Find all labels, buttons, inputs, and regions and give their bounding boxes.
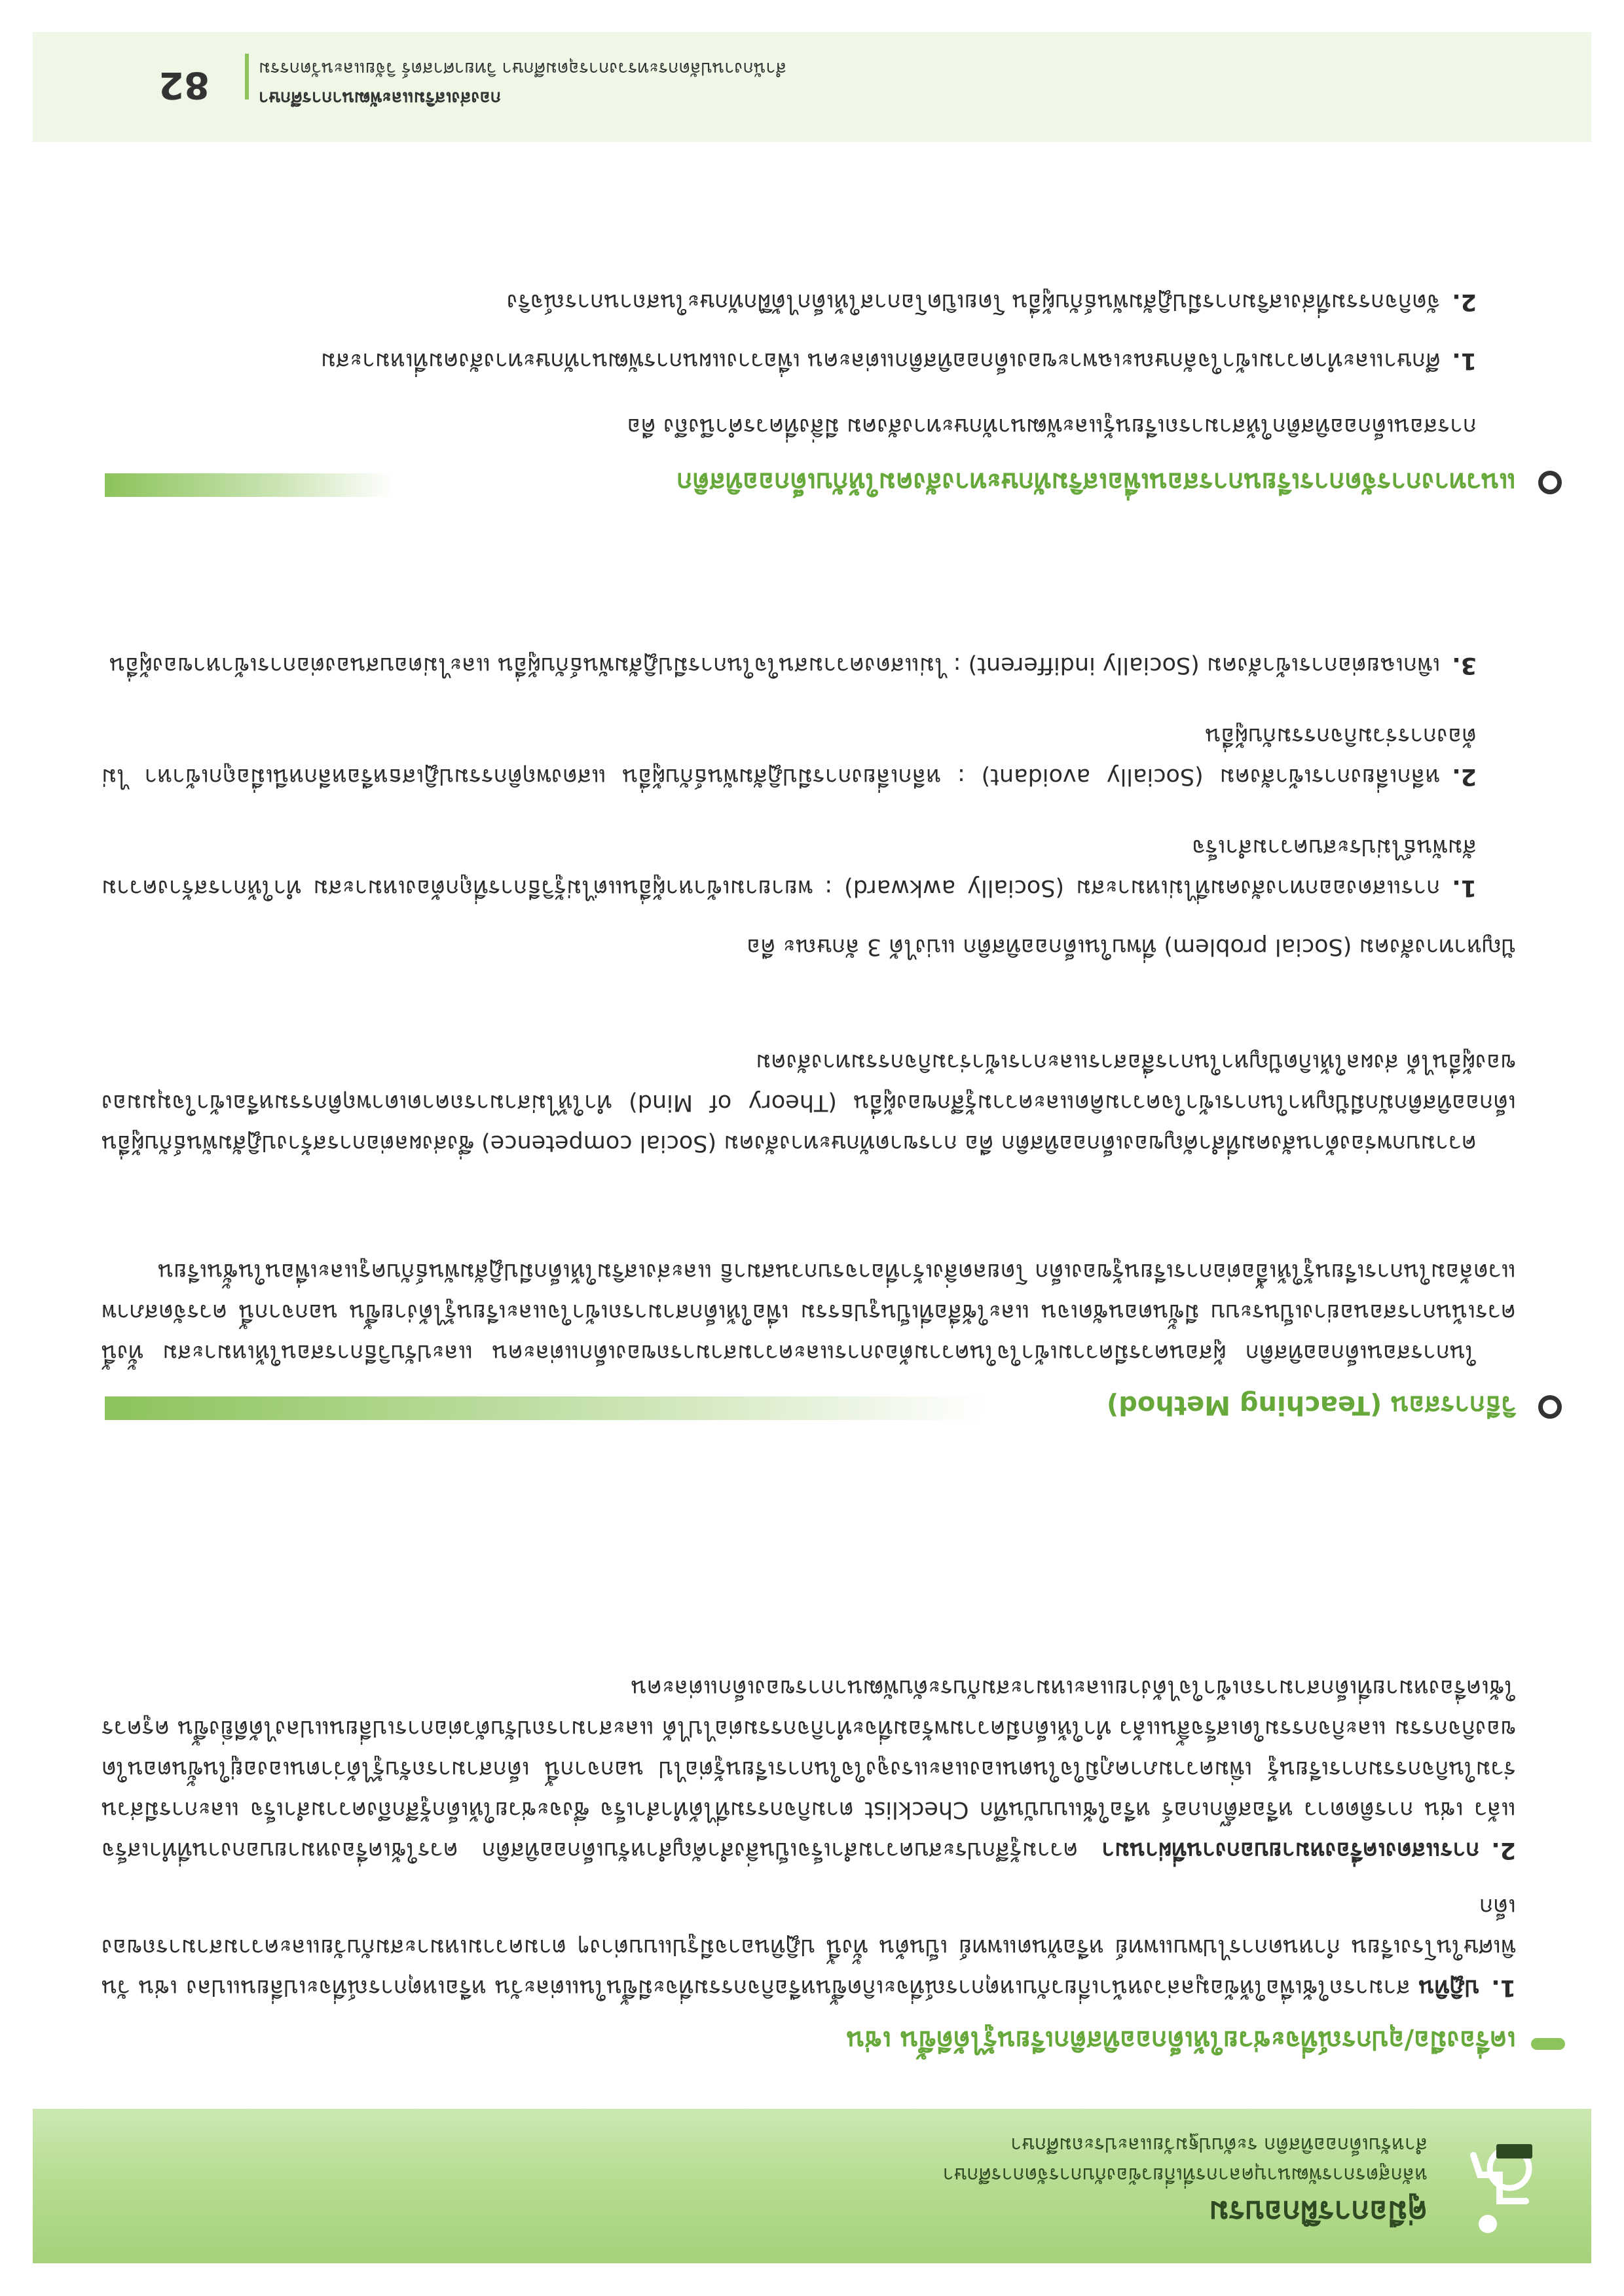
- footer-divider: [245, 54, 249, 100]
- section-guideline-bar: [105, 473, 393, 497]
- tools-item-1-number: 1.: [1491, 1975, 1516, 2001]
- teaching-para-3: [101, 926, 1516, 967]
- guideline-item-2-text: จัดกิจกรรมที่ส่งเสริมการมีปฏิสัมพันธ์กับผู้อื่น โดยเปิดโอกาสให้เด็กได้ฝึกทักษะในสถานการณ์จริง: [506, 289, 1441, 315]
- tools-item-2: [101, 1667, 1516, 1870]
- footer-line-2: สำนักงานปลัดกระทรวงการอุดมศึกษา วิทยาศาสตร์ วิจัยและนวัตกรรม: [259, 58, 786, 79]
- page-number: 82: [158, 64, 210, 106]
- pill-bullet-icon: [1531, 2038, 1565, 2050]
- teaching-item-3-text: เพิกเฉยต่อการเข้าสังคม (Socially indifferent) : ไม่แสดงความสนใจในการมีปฏิสัมพันธ์กับผู้อื่น และไม่ตอบสนองต่อการเข้าหาของผู้อื่น: [109, 652, 1441, 678]
- tools-item-1: [101, 1886, 1516, 2008]
- teaching-para-2-text: ความบกพร่องด้านสังคมที่สำคัญของเด็กออทิสติก คือ การขาดทักษะทางสังคม (Social competence) ซึ่งส่งผลต่อการสร้างปฏิสัมพันธ์กับผู้อื่น เด็กออทิสติกมักมีปัญหาในการเข้าใจความคิดและความรู้สึกของผู้อื่น (Theory of Mind) ทำให้ไม่สามารถคาดเดาพฤติกรรมหรือเข้าใจมุมมองของผู้อื่นได้ ส่งผลให้เกิดปัญหาในการสื่อสารและการเข้าร่วมกิจกรรมทางสังคม: [101, 1049, 1516, 1156]
- teaching-item-1-text: การแสดงออกทางสังคมที่ไม่เหมาะสม (Socially awkward) : พยายามเข้าหาผู้อื่นแต่ไม่รู้วิธีการที่ถูกต้องเหมาะสม ทำให้การสร้างความสัมพันธ์ไม่ประสบความสำเร็จ: [101, 834, 1477, 901]
- teaching-item-1-number: 1.: [1452, 875, 1477, 901]
- section-teaching-heading: วิธีการสอน (Teaching Method): [1107, 1390, 1516, 1420]
- teaching-para-3-text: ปัญหาทางสังคม (Social problem) ที่พบในเด็กออทิสติก แบ่งได้ 3 ลักษณะ คือ: [747, 934, 1516, 960]
- ring-bullet-icon: [1538, 471, 1562, 494]
- teaching-item-2-text: หลีกเลี่ยงการเข้าสังคม (Socially avoidant) : หลีกเลี่ยงการมีปฏิสัมพันธ์กับผู้อื่น แสดงพฤติกรรมปฏิเสธหรือหลีกหนีเมื่อถูกเข้าหา ไม่ต้องการร่วมกิจกรรมกับผู้อื่น: [101, 723, 1477, 790]
- tools-item-2-term: การแสดงเครื่องหมายบอกงานที่ผ่านมา: [1101, 1837, 1480, 1863]
- guideline-item-1-number: 1.: [1452, 348, 1477, 374]
- teaching-para-1-text: ในการสอนเด็กออทิสติก ผู้สอนควรมีความเข้าใจในความต้องการและความสามารถของเด็กแต่ละคน และปรับวิธีการสอนให้เหมาะสม ทั้งนี้ ควรเน้นการสอนอย่างเป็นระบบ มีขั้นตอนชัดเจน และใช้สื่อที่เป็นรูปธรรม เพื่อให้เด็กสามารถเข้าใจและเรียนรู้ได้ง่ายขึ้น นอกจากนี้ ควรจัดสภาพแวดล้อมในการเรียนรู้ให้เอื้อต่อการเรียนรู้ของเด็ก โดยลดสิ่งเร้าที่อาจรบกวนสมาธิ และส่งเสริมให้เด็กมีปฏิสัมพันธ์กับครูและเพื่อนในชั้นเรียน: [101, 1258, 1516, 1366]
- footer-line-1: กองส่งเสริมและพัฒนาการศึกษา: [259, 88, 502, 108]
- guideline-item-1: [101, 340, 1477, 381]
- section-guideline-heading: แนวทางการจัดการเรียนการสอนเพื่อเสริมทักษะทางสังคมให้กับเด็กออทิสติก: [676, 467, 1516, 497]
- guideline-intro: [101, 406, 1516, 446]
- section-teaching-bar: [105, 1396, 982, 1420]
- section-tools-heading: เครื่องมือ/อุปกรณ์ที่จะช่วยให้เด็กออทิสติกเรียนรู้ได้ดีขึ้น เช่น: [846, 2025, 1516, 2055]
- teaching-item-1: [101, 827, 1477, 908]
- guideline-item-2: [101, 282, 1477, 322]
- header-subtitle-1: หลักสูตรการพัฒนาบุคลากรที่เกี่ยวข้องกับการจัดการศึกษา: [942, 2163, 1428, 2186]
- tools-item-1-text: สามารถใช้เพื่อให้ข้อมูลล่วงหน้าเกี่ยวกับเหตุการณ์ที่จะเกิดขึ้นหรือกิจกรรมที่จะมีขึ้นในแต่ละวัน หรือเหตุการณ์ที่จะเปลี่ยนแปลง เช่น วันพิเศษในโรงเรียน กำหนดการไปพบแพทย์ หรือทันตแพทย์ เป็นต้น ทั้งนี้ ปฏิทินอาจมีรูปแบบต่างๆ ตามความเหมาะสมกับวัยและความสามารถของเด็ก: [101, 1893, 1516, 2001]
- tools-item-1-term: ปฏิทิน: [1418, 1975, 1480, 2001]
- teaching-para-2: [101, 1042, 1516, 1163]
- wheelchair-book-icon: [1460, 2139, 1545, 2237]
- guideline-intro-text: การสอนเด็กออทิสติกให้สามารถเรียนรู้และพัฒนาทักษะทางสังคม มีสิ่งที่ควรคำนึงถึง คือ: [627, 413, 1477, 439]
- header-title: คู่มือการฝึกอบรม: [1209, 2195, 1428, 2230]
- teaching-item-2-number: 2.: [1452, 763, 1477, 790]
- teaching-item-3: [101, 645, 1477, 685]
- ring-bullet-icon: [1538, 1395, 1562, 1419]
- teaching-item-2: [101, 716, 1477, 797]
- tools-item-2-text: ความรู้สึกประสบความสำเร็จเป็นสิ่งสำคัญสำหรับเด็กออทิสติก ควรใช้เครื่องหมายบอกงานที่ทำเสร็จแล้ว เช่น การติดดาว หรือสติ๊กเกอร์ หรือใช้แบบบันทึก Checklist ตามกิจกรรมที่ได้ทำสำเร็จ ซึ่งจะช่วยให้เด็กรู้สึกถึงความสำเร็จ และการมีส่วนร่วมในกิจกรรมการเรียนรู้ เพิ่มความภาคภูมิใจในตนเองและแรงจูงใจในการเรียนรู้ต่อไป นอกจากนี้ เด็กสามารถรับรู้ได้ว่าตนเองอยู่ในขั้นตอนใดของกิจกรรม และกิจกรรมใดเสร็จสิ้นแล้ว ทำให้เด็กมีความพร้อมที่จะทำกิจกรรมต่อไปได้ และสามารถปรับตัวต่อการเปลี่ยนแปลงได้ดียิ่งขึ้น ครูควรใช้เครื่องหมายที่เด็กสามารถเข้าใจได้ง่ายและเหมาะสมกับระดับพัฒนาการของเด็กแต่ละคน: [101, 1675, 1516, 1863]
- guideline-item-1-text: ศึกษาและทำความเข้าใจลักษณะเฉพาะของเด็กออทิสติกแต่ละคน เพื่อวางแผนการพัฒนาทักษะทางสังคมที่เหมาะสม: [320, 348, 1441, 374]
- guideline-item-2-number: 2.: [1452, 289, 1477, 315]
- tools-item-2-number: 2.: [1491, 1837, 1516, 1863]
- teaching-item-3-number: 3.: [1452, 652, 1477, 678]
- header-subtitle-2: สำหรับเด็กออทิสติก ระดับปฐมวัยและประถมศึกษา: [1010, 2133, 1428, 2156]
- teaching-para-1: [101, 1251, 1516, 1373]
